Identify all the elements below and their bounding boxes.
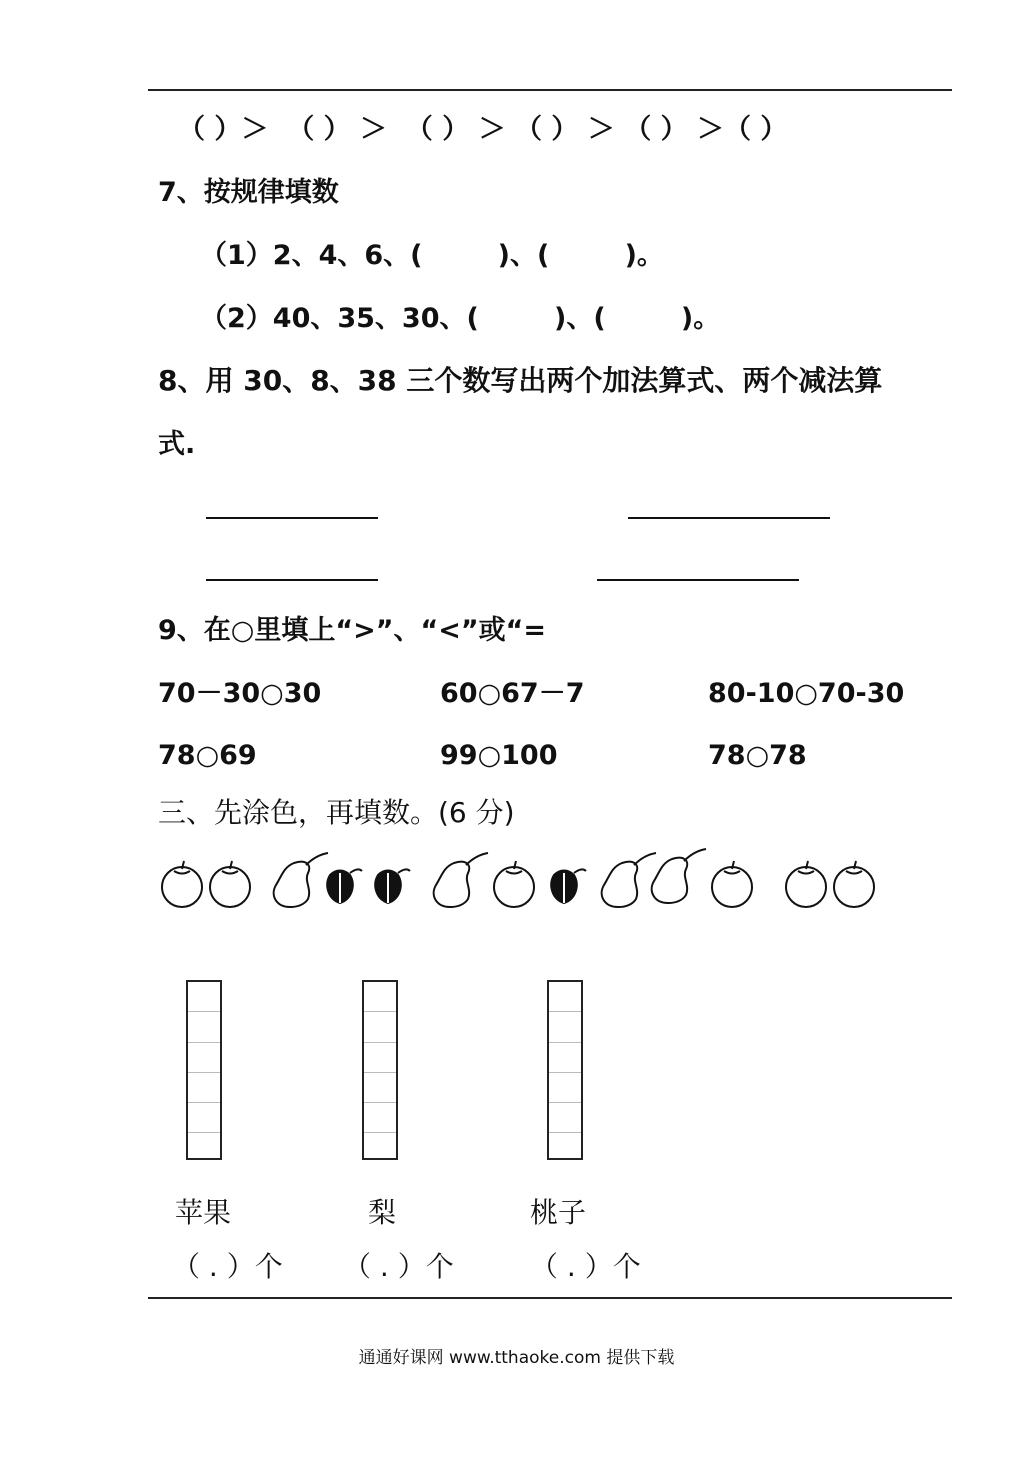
answer-blank-2[interactable]: [628, 517, 830, 519]
apple-icon: [786, 861, 826, 907]
apple-icon: [494, 861, 534, 907]
q9-item-5: 99○100: [440, 740, 558, 771]
peach-icon: [327, 869, 362, 903]
answer-blank-1[interactable]: [206, 517, 378, 519]
q7-line2: （2）40、35、30、( )、( )。: [200, 303, 721, 334]
pear-color-column[interactable]: [362, 980, 398, 1160]
peach-icon: [551, 869, 586, 903]
apple-icon: [210, 861, 250, 907]
q8-line2: 式.: [158, 429, 196, 460]
order-row: （ ）＞ （ ） ＞ （ ） ＞ （ ） ＞ （ ） ＞（ ）: [178, 114, 788, 145]
footer-source: 通通好课网 www.tthaoke.com 提供下载: [358, 1348, 675, 1368]
apple-icon: [834, 861, 874, 907]
label-apple: 苹果: [175, 1196, 232, 1229]
answer-blank-3[interactable]: [206, 579, 378, 581]
peach-color-column[interactable]: [547, 980, 583, 1160]
section3-title: 三、先涂色，再填数。(6 分): [158, 796, 515, 829]
fruit-row: [158, 845, 888, 915]
label-peach: 桃子: [530, 1196, 587, 1229]
pear-icon: [434, 853, 488, 907]
pear-icon: [602, 853, 656, 907]
pear-icon: [652, 849, 706, 903]
answer-peach-count[interactable]: （ . ）个: [530, 1250, 641, 1283]
pear-icon: [274, 853, 328, 907]
q7-title: 7、按规律填数: [158, 177, 339, 208]
q9-item-2: 60○67－7: [440, 678, 585, 709]
q9-item-1: 70－30○30: [158, 678, 322, 709]
bottom-rule: [148, 1297, 952, 1299]
peach-icon: [375, 869, 410, 903]
q9-item-3: 80-10○70-30: [708, 678, 905, 709]
q9-item-4: 78○69: [158, 740, 257, 771]
label-pear: 梨: [368, 1196, 397, 1229]
q7-line1: （1）2、4、6、( )、( )。: [200, 240, 664, 271]
answer-apple-count[interactable]: （ . ）个: [172, 1250, 283, 1283]
apple-icon: [712, 861, 752, 907]
q9-item-6: 78○78: [708, 740, 807, 771]
q8-line1: 8、用 30、8、38 三个数写出两个加法算式、两个减法算: [158, 364, 883, 397]
answer-blank-4[interactable]: [597, 579, 799, 581]
top-rule: [148, 89, 952, 91]
q9-title: 9、在○里填上“>”、“<”或“=: [158, 615, 546, 646]
apple-icon: [162, 861, 202, 907]
apple-color-column[interactable]: [186, 980, 222, 1160]
answer-pear-count[interactable]: （ . ）个: [343, 1250, 454, 1283]
